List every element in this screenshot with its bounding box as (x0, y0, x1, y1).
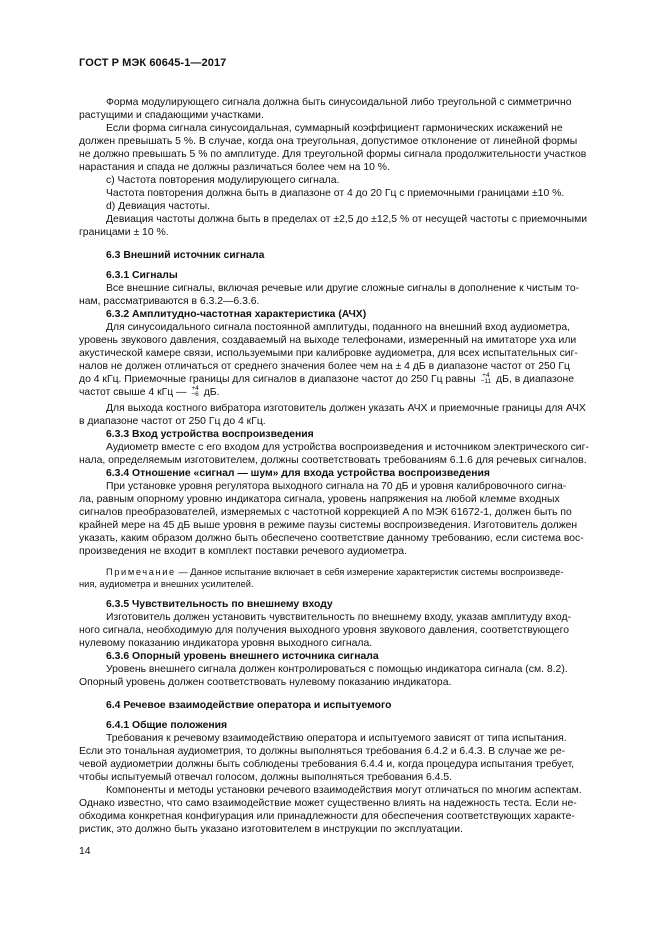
text-line: растущими и спадающими участками. (79, 110, 264, 121)
text-fragment: частот свыше 4 кГц — (79, 387, 187, 398)
text-fragment: дБ, в диапазоне (496, 374, 574, 385)
text-line: нарастания и спада не должны различаться более чем на 10 %. (79, 162, 390, 173)
text-line: Если форма сигнала синусоидальная, суммарный коэффициент гармонических искажений не (106, 123, 563, 134)
text-line: Частота повторения должна быть в диапазоне от 4 до 20 Гц с приемочными границами ±10 %. (106, 188, 565, 199)
subsection-heading-6-3-6: 6.3.6 Опорный уровень внешнего источника сигнала (106, 651, 379, 662)
text-line: Опорный уровень должен соответствовать нулевому показанию индикатора. (79, 677, 452, 688)
subsection-heading-6-4-1: 6.4.1 Общие положения (106, 720, 228, 731)
text-line: уровень звукового давления, создаваемый на выходе телефонами, измеренный на имитаторе уха или (79, 335, 577, 346)
page-number: 14 (79, 846, 91, 857)
subsection-heading-6-3-1: 6.3.1 Сигналы (106, 270, 178, 281)
text-line: произведения не входит в комплект поставки речевого аудиометра. (79, 546, 407, 557)
text-line-with-tolerance (79, 386, 219, 399)
text-line: не должно превышать 5 % по амплитуде. Для треугольной формы сигнала продолжительности участков (79, 149, 587, 160)
text-line: ристик, это должно быть указано изготовителем в инструкции по эксплуатации. (79, 824, 463, 835)
text-line: должен превышать 5 %. В случае, когда она треугольная, допустимое отклонение от линейной формы (79, 136, 578, 147)
tolerance-lower: −6 (191, 391, 199, 399)
list-item-c: с) Частота повторения модулирующего сигнала. (106, 175, 340, 186)
text-line: нала, определяемым изготовителем, должны соответствовать требованиям 6.1.6 для речевых сигналов. (79, 455, 587, 466)
tolerance-lower: −11 (480, 378, 492, 386)
text-line: чтобы испытуемый отвечал голосом, должны выполняться требования 6.4.5. (79, 772, 452, 783)
text-line: Уровень внешнего сигнала должен контролироваться с помощью индикатора сигнала (см. 8.2). (106, 664, 568, 675)
tolerance-plus4-minus6 (191, 386, 198, 398)
text-line: сигналов преобразователей, измеряемых с частотной коррекцией A по МЭК 61672-1, должен быть по (79, 507, 572, 518)
text-line: Для выхода костного вибратора изготовитель должен указать АЧХ и приемочные границы для АЧХ (106, 403, 586, 414)
list-item-d: d) Девиация частоты. (106, 201, 211, 212)
text-line: нам, рассматриваются в 6.3.2—6.3.6. (79, 296, 260, 307)
section-heading-6-3: 6.3 Внешний источник сигнала (106, 250, 265, 261)
text-line: Девиация частоты должна быть в пределах от ±2,5 до ±12,5 % от несущей частоты с приемочными (106, 214, 588, 225)
text-line: Компоненты и методы установки речевого взаимодействия могут отличаться по многим аспектам. (106, 785, 582, 796)
text-line: налов не должен отличаться от среднего значения более чем на ± 4 дБ в диапазоне частот от 250 Гц (79, 361, 570, 372)
subsection-heading-6-3-4: 6.3.4 Отношение «сигнал — шум» для входа устройства воспроизведения (106, 468, 490, 479)
text-line: При установке уровня регулятора выходного сигнала на 70 дБ и уровня калибровочного сигна- (106, 481, 567, 492)
text-line: указать, каким образом должно быть обеспечено соответствие данному требованию, если система вос- (79, 533, 584, 544)
text-line: обходима конкретная конфигурация или принадлежности для обеспечения соответствующих характе- (79, 811, 575, 822)
text-line: Форма модулирующего сигнала должна быть синусоидальной либо треугольной с симметрично (106, 97, 572, 108)
text-line: ла, равным опорному уровню индикатора сигнала, уровень напряжения на любой клемме входных (79, 494, 560, 505)
text-line: границами ± 10 %. (79, 227, 169, 238)
tolerance-plus4-minus11 (481, 373, 492, 385)
subsection-heading-6-3-2: 6.3.2 Амплитудно-частотная характеристика (АЧХ) (106, 309, 367, 320)
text-line: акустической камере связи, используемыми при калибровке аудиометра, для всех испытательных сиг- (79, 348, 578, 359)
subsection-heading-6-3-3: 6.3.3 Вход устройства воспроизведения (106, 429, 314, 440)
note-text: — Данное испытание включает в себя измерение характеристик системы воспроизведе- (175, 567, 564, 577)
note-label: Примечание (106, 567, 176, 577)
note-text: ния, аудиометра и внешних усилителей. (79, 579, 254, 589)
text-fragment: дБ. (203, 387, 220, 398)
document-header: ГОСТ Р МЭК 60645-1—2017 (79, 57, 227, 69)
text-line: нулевому показанию индикатора уровня выходного сигнала. (79, 638, 373, 649)
section-heading-6-4: 6.4 Речевое взаимодействие оператора и испытуемого (106, 700, 392, 711)
text-line: ного сигнала, необходимую для получения выходного уровня звукового давления, соответствующего (79, 625, 570, 636)
text-line: крайней мере на 45 дБ выше уровня в режиме паузы системы воспроизведения. Изготовитель должен (79, 520, 578, 531)
text-line: Все внешние сигналы, включая речевые или другие сложные сигналы в дополнение к чистым то- (106, 283, 580, 294)
text-line: Однако известно, что само взаимодействие может существенно влиять на надежность теста. Если не- (79, 798, 577, 809)
text-line: чевой аудиометрии должны быть соблюдены требования 6.4.4 и, когда процедура испытания требует, (79, 759, 575, 770)
text-line: Требования к речевому взаимодействию оператора и испытуемого зависят от типа испытания. (106, 733, 567, 744)
text-line: Для синусоидального сигнала постоянной амплитуды, поданного на внешний вход аудиометра, (106, 322, 571, 333)
tolerance-upper: +4 (482, 372, 490, 380)
text-line-with-tolerance (79, 373, 574, 386)
tolerance-upper: +4 (191, 385, 199, 393)
text-line: Если это тональная аудиометрия, то должны выполняться требования 6.4.2 и 6.4.3. В случае же ре- (79, 746, 566, 757)
text-line: Изготовитель должен установить чувствительность по внешнему входу, указав амплитуду вход- (106, 612, 571, 623)
text-fragment: до 4 кГц. Приемочные границы для сигналов в диапазоне частот до 250 Гц равны (79, 374, 476, 385)
text-line: Аудиометр вместе с его входом для устройства воспроизведения и источником электрического сиг- (106, 442, 589, 453)
text-line: в диапазоне частот от 250 Гц до 4 кГц. (79, 416, 266, 427)
subsection-heading-6-3-5: 6.3.5 Чувствительность по внешнему входу (106, 599, 333, 610)
